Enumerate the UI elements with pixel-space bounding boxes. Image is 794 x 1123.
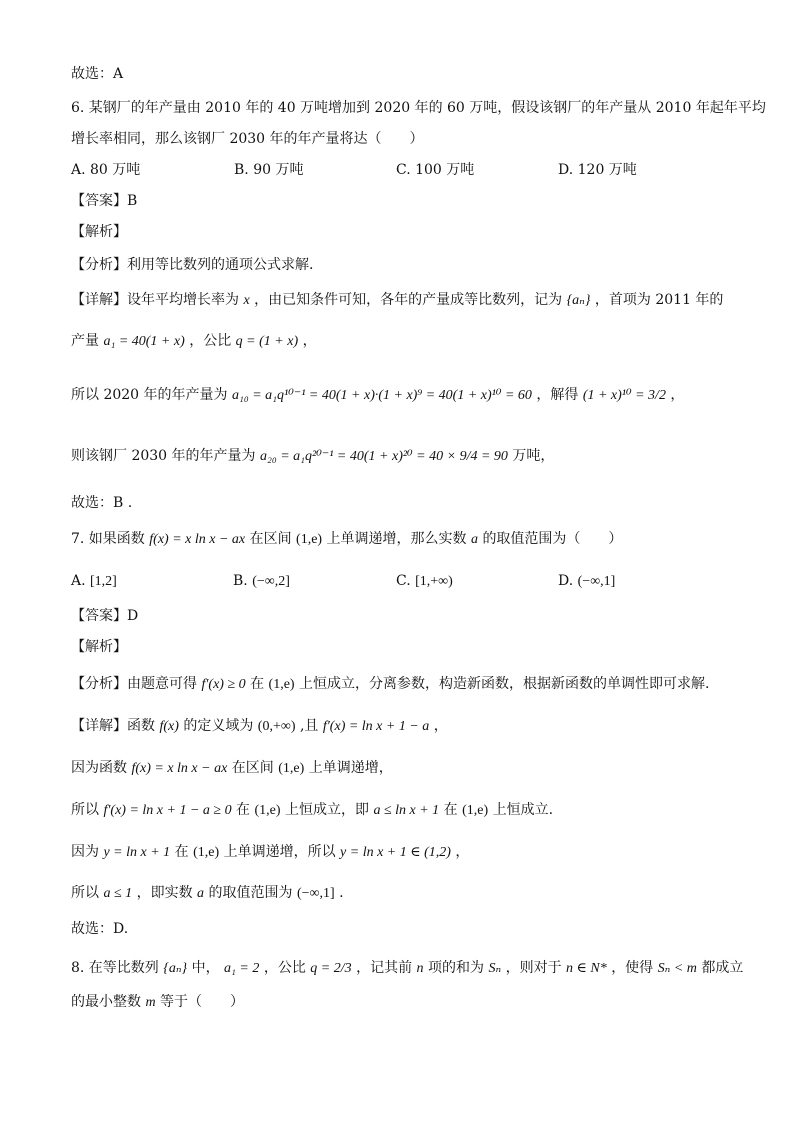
formula-sn-lt-m: Sₙ < m	[657, 961, 697, 976]
text: 所以	[71, 802, 99, 818]
q8-stem-line2	[71, 992, 244, 1013]
q7-detail-line4	[71, 842, 469, 863]
formula-n-in: n ∈ N*	[566, 961, 607, 976]
text: ,且	[299, 718, 319, 734]
text: 【详解】设年平均增长率为	[71, 292, 239, 308]
q7-option-b	[233, 571, 290, 592]
text: 在	[443, 802, 458, 818]
var-m: m	[145, 995, 156, 1010]
text: 8. 在等比数列	[71, 960, 159, 976]
option-value: (−∞,2]	[252, 574, 290, 589]
option-value: (−∞,1]	[577, 574, 616, 589]
text: 的取值范围为	[208, 885, 293, 901]
option-label: A.	[71, 573, 86, 589]
formula-fx: f(x) = x ln x − ax	[149, 532, 246, 547]
text: ，使得	[611, 960, 654, 976]
formula-y-range: y = ln x + 1 ∈ (1,2)	[340, 845, 451, 860]
formula-a-le: a ≤ ln x + 1	[373, 803, 440, 818]
q7-detail-line2	[71, 758, 393, 779]
formula-a1-eq: a₁ = 2	[224, 961, 260, 976]
q7-option-a	[71, 571, 117, 592]
text: ，公比	[189, 333, 232, 349]
q6-answer: 【答案】B	[71, 193, 138, 209]
formula-fx-short: f(x)	[159, 719, 179, 734]
range: (−∞,1]	[296, 886, 335, 901]
option-label: D.	[558, 573, 574, 589]
formula-a-le1: a ≤ 1	[103, 886, 133, 901]
text: 上单调递增，所以	[223, 844, 336, 860]
text: ，	[302, 333, 317, 349]
text: 万吨，	[512, 448, 555, 464]
text: ，记其前	[356, 960, 413, 976]
text: 【分析】由题意可得	[71, 676, 197, 692]
q6-detail-line1	[71, 290, 723, 311]
text: 项的和为	[427, 960, 484, 976]
text: 因为函数	[71, 760, 127, 776]
var-a: a	[470, 532, 478, 547]
option-label: B.	[233, 573, 248, 589]
q7-stem	[71, 529, 622, 550]
option-value: [1,2]	[90, 574, 117, 589]
formula-a1: a₁ = 40(1 + x)	[103, 334, 185, 349]
text: 的取值范围为（ ）	[482, 531, 623, 547]
text: 都成立	[701, 960, 744, 976]
formula-y: y = ln x + 1	[103, 845, 171, 860]
formula-fx: f(x) = x ln x − ax	[131, 761, 228, 776]
sequence-an: {aₙ}	[163, 961, 188, 976]
text: ，则对于	[505, 960, 562, 976]
interval: (1,e)	[462, 803, 489, 818]
q7-detail-line1	[71, 716, 448, 737]
interval: (1,e)	[296, 532, 323, 547]
formula-fprime-ge0: f′(x) ≥ 0	[201, 677, 246, 692]
text: 上恒成立，即	[284, 802, 369, 818]
formula-q-eq: q = 2/3	[310, 961, 352, 976]
interval: (1,e)	[278, 761, 305, 776]
text: ，解得	[536, 387, 579, 403]
formula-fprime-ineq: f′(x) = ln x + 1 − a ≥ 0	[103, 803, 232, 818]
text: ，公比	[263, 960, 306, 976]
text: 7. 如果函数	[71, 531, 145, 547]
text: 在	[250, 676, 265, 692]
sequence-an: {aₙ}	[566, 293, 591, 308]
q5-conclusion: 故选：A	[71, 66, 124, 82]
text: ，由已知条件可知，各年的产量成等比数列，记为	[254, 292, 563, 308]
option-value: [1,+∞)	[415, 574, 453, 589]
text: ，首项为 2011 年的	[594, 292, 724, 308]
text: 因为	[71, 844, 99, 860]
text: ，	[433, 718, 448, 734]
text: 等于（ ）	[160, 994, 245, 1010]
text: 的最小整数	[71, 994, 141, 1010]
q7-option-d	[558, 571, 615, 592]
q7-answer: 【答案】D	[71, 608, 139, 624]
text: 的定义域为	[183, 718, 254, 734]
q7-conclusion: 故选：D.	[71, 921, 129, 937]
text: 【详解】函数	[71, 718, 155, 734]
text: 所以 2020 年的年产量为	[71, 387, 228, 403]
var-sn: Sₙ	[488, 961, 502, 976]
var-a: a	[197, 886, 205, 901]
interval: (1,e)	[254, 803, 281, 818]
option-label: C.	[396, 573, 411, 589]
q6-conclusion: 故选：B .	[71, 495, 133, 511]
interval: (1,e)	[193, 845, 220, 860]
text: 则该钢厂 2030 年的年产量为	[71, 448, 256, 464]
text: 上单调递增，那么实数	[326, 531, 467, 547]
q6-detail-line3	[71, 385, 684, 406]
text: 在区间	[249, 531, 292, 547]
domain: (0,+∞)	[257, 719, 296, 734]
interval: (1,e)	[268, 677, 295, 692]
q6-option-d: D. 120 万吨	[558, 162, 637, 178]
q7-detail-line5	[71, 883, 344, 904]
text: 在	[236, 802, 251, 818]
q6-analysis: 【分析】利用等比数列的通项公式求解.	[71, 257, 314, 273]
text: .	[339, 885, 344, 901]
text: 上单调递增，	[308, 760, 393, 776]
text: 所以	[71, 885, 99, 901]
formula-a20: a₂₀ = a₁q²⁰⁻¹ = 40(1 + x)²⁰ = 40 × 9/4 = 90	[259, 449, 508, 464]
q7-analysis-heading: 【解析】	[71, 639, 127, 655]
q8-stem-line1	[71, 958, 743, 979]
text: 上恒成立.	[492, 802, 554, 818]
formula-q: q = (1 + x)	[235, 334, 299, 349]
q6-detail-line2	[71, 331, 317, 352]
q6-option-a: A. 80 万吨	[71, 162, 141, 178]
text: 在区间	[231, 760, 274, 776]
q6-stem-line1: 6. 某钢厂的年产量由 2010 年的 40 万吨增加到 2020 年的 60 万吨，假设该钢厂的年产量从 2010 年起年平均	[71, 100, 766, 116]
q7-detail-line3	[71, 800, 553, 821]
text: ，即实数	[136, 885, 193, 901]
q6-analysis-heading: 【解析】	[71, 224, 127, 240]
q7-option-c	[396, 571, 453, 592]
formula-solve: (1 + x)¹⁰ = 3/2	[582, 388, 666, 403]
q6-option-c: C. 100 万吨	[396, 162, 475, 178]
text: 在	[174, 844, 189, 860]
q6-option-b: B. 90 万吨	[234, 162, 304, 178]
text: ，	[670, 387, 685, 403]
text: 产量	[71, 333, 99, 349]
q6-detail-line4	[71, 446, 554, 467]
text: 上恒成立，分离参数，构造新函数，根据新函数的单调性即可求解.	[299, 676, 710, 692]
formula-fprime: f′(x) = ln x + 1 − a	[322, 719, 430, 734]
q6-stem-line2: 增长率相同，那么该钢厂 2030 年的年产量将达（ ）	[71, 131, 424, 147]
var-n: n	[416, 961, 424, 976]
q7-analysis	[71, 674, 710, 695]
text: ，	[455, 844, 470, 860]
var-x: x	[243, 293, 250, 308]
text: 中，	[191, 960, 220, 976]
formula-a10: a₁₀ = a₁q¹⁰⁻¹ = 40(1 + x)·(1 + x)⁹ = 40(1 + x)¹⁰ = 60	[231, 388, 532, 403]
